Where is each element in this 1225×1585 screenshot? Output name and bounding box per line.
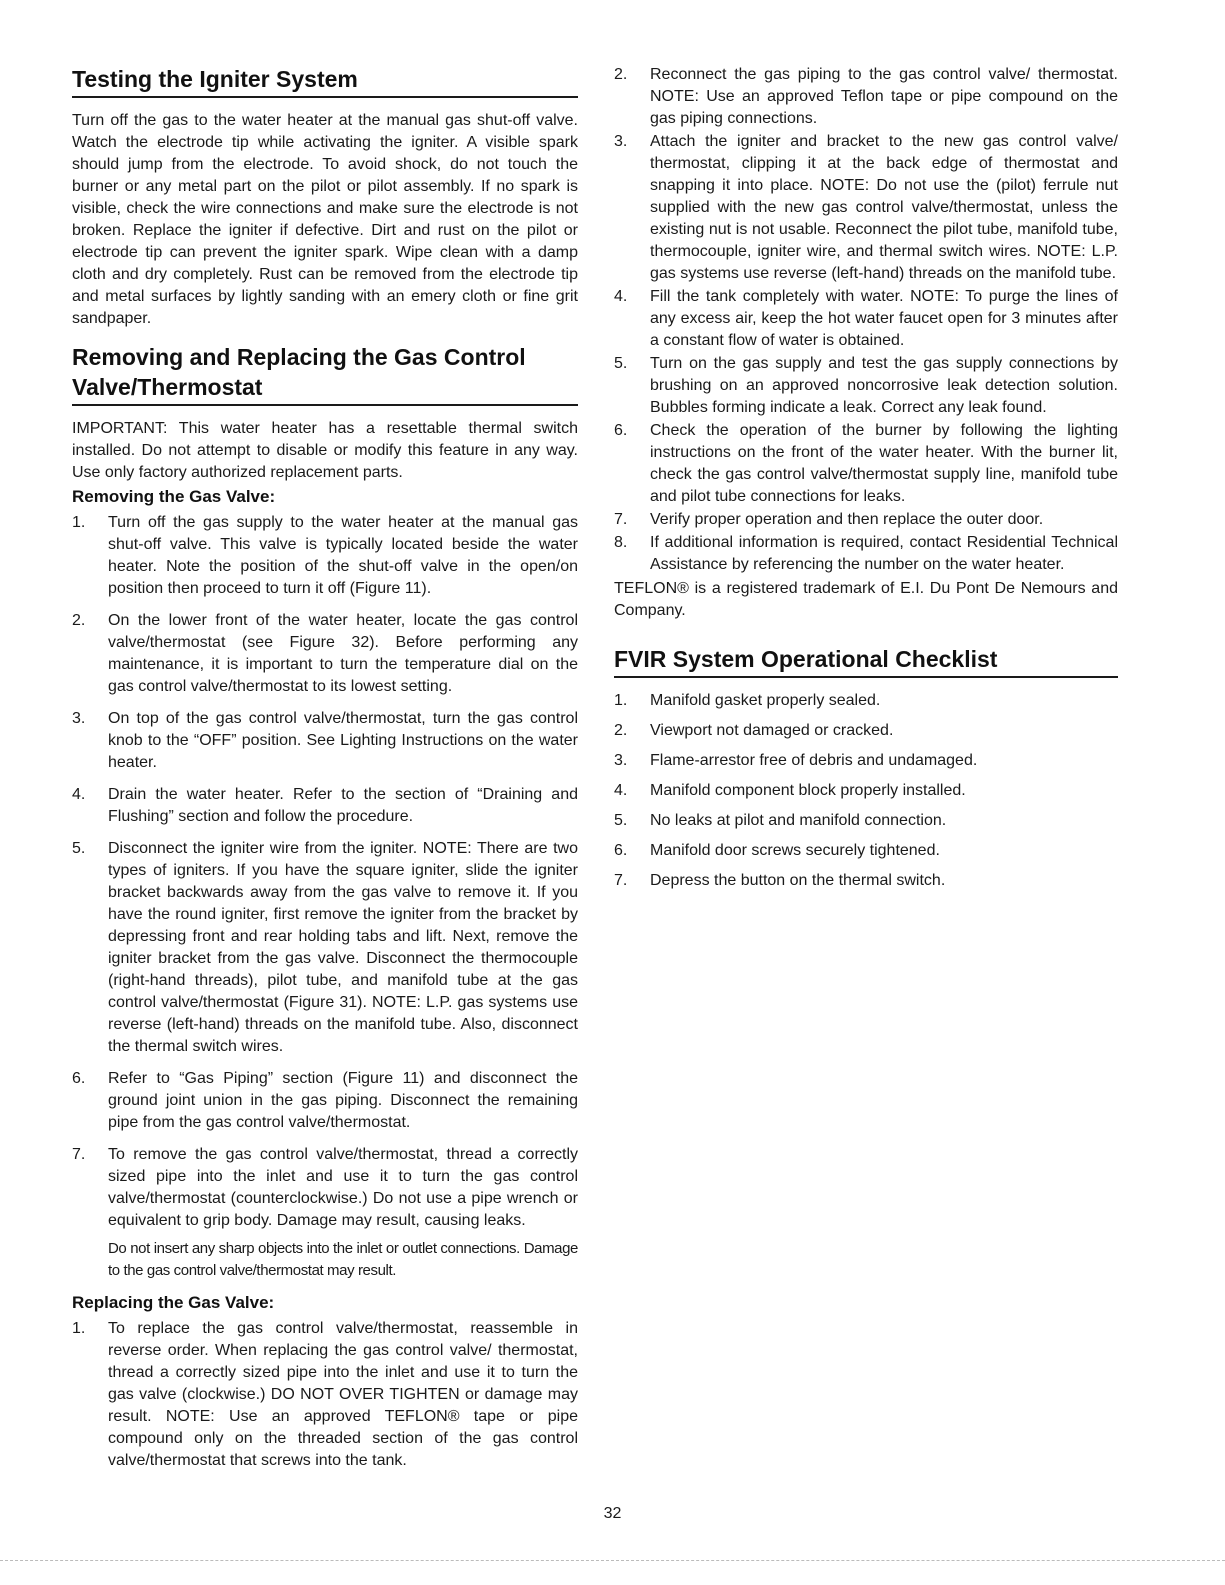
list-item [614, 420, 1118, 508]
page-number: 32 [603, 1505, 622, 1522]
fvir-checklist [614, 690, 1118, 892]
step-text: Flame-arrestor free of debris and undamaged. [650, 752, 978, 769]
list-item [614, 810, 1118, 832]
list-item [614, 870, 1118, 892]
step-text: Turn off the gas supply to the water heater at the manual gas shut-off valve. This valve is typically located beside the water heater. Note the position of the shut-off valve in the open/on position then proceed to turn it off (Figure 11). [108, 514, 578, 597]
step-number: 2. [614, 66, 628, 83]
section-title-testing-igniter: Testing the Igniter System [72, 64, 578, 98]
step-text: Manifold gasket properly sealed. [650, 692, 881, 709]
step-text: If additional information is required, contact Residential Technical Assistance by referencing the number on the water heater. [650, 534, 1118, 573]
list-item [614, 509, 1118, 531]
list-item [614, 353, 1118, 419]
list-item [614, 64, 1118, 130]
step-number: 2. [72, 612, 86, 629]
step-number: 3. [614, 133, 628, 150]
step-text: Disconnect the igniter wire from the igniter. NOTE: There are two types of igniters. If you have the square igniter, slide the igniter bracket backwards away from the gas valve to remove it. If you have the round igniter, first remove the igniter from the bracket by depressing front and rear holding tabs and lift. Next, remove the igniter bracket from the gas valve. Disconnect the thermocouple (right-hand threads), pilot tube, and manifold tube at the gas control valve/thermostat (Figure 31). NOTE: L.P. gas systems use reverse (left-hand) threads on the manifold tube. Also, disconnect the thermal switch wires. [108, 840, 578, 1055]
step-text: Attach the igniter and bracket to the new gas control valve/ thermostat, clipping it at the back edge of thermostat and snapping it into place. NOTE: Do not use the (pilot) ferrule nut supplied with the new gas control valve/thermostat, unless the existing nut is not usable. Reconnect the pilot tube, manifold tube, thermocouple, igniter wire, and thermal switch wires. NOTE: L.P. gas systems use reverse (left-hand) threads on the manifold tube. [650, 133, 1118, 282]
step-number: 4. [72, 786, 86, 803]
important-note: IMPORTANT: This water heater has a resettable thermal switch installed. Do not attempt to disable or modify this feature in any way. Use only factory authorized replacement parts. [72, 420, 578, 481]
removing-steps-list [72, 512, 578, 1232]
step-number: 4. [614, 782, 628, 799]
step-text: Reconnect the gas piping to the gas control valve/ thermostat. NOTE: Use an approved Teflon tape or pipe compound on the gas piping connections. [650, 66, 1118, 127]
list-item [72, 1318, 578, 1472]
step-number: 6. [72, 1070, 86, 1087]
section-title-gas-control-valve: Removing and Replacing the Gas Control Valve/Thermostat [72, 342, 578, 406]
step-number: 6. [614, 842, 628, 859]
step-text: Check the operation of the burner by following the lighting instructions on the front of the water heater. With the burner lit, check the gas control valve/thermostat supply line, manifold tube and pilot tube connections for leaks. [650, 422, 1118, 505]
step-text: To remove the gas control valve/thermostat, thread a correctly sized pipe into the inlet and use it to turn the gas control valve/thermostat (counterclockwise.) Do not use a pipe wrench or equivalent to grip body. Damage may result, causing leaks. [108, 1146, 578, 1229]
subheading-removing-gas-valve: Removing the Gas Valve: [72, 487, 276, 506]
teflon-trademark-note: TEFLON® is a registered trademark of E.I. Du Pont De Nemours and Company. [614, 580, 1118, 619]
step-number: 8. [614, 534, 628, 551]
step-number: 1. [72, 1320, 86, 1337]
list-item [72, 708, 578, 774]
step-number: 1. [72, 514, 86, 531]
step-number: 3. [614, 752, 628, 769]
step-text: Verify proper operation and then replace the outer door. [650, 511, 1044, 528]
step-number: 7. [614, 511, 628, 528]
step-text: On top of the gas control valve/thermostat, turn the gas control knob to the “OFF” position. See Lighting Instructions on the water heater. [108, 710, 578, 771]
list-item [614, 131, 1118, 285]
step-text: No leaks at pilot and manifold connection. [650, 812, 947, 829]
step-number: 7. [614, 872, 628, 889]
list-item [72, 1068, 578, 1134]
step-text: Manifold door screws securely tightened. [650, 842, 940, 859]
list-item [72, 1144, 578, 1232]
list-item [72, 610, 578, 698]
list-item [614, 750, 1118, 772]
step-text: Depress the button on the thermal switch. [650, 872, 946, 889]
step-text: Refer to “Gas Piping” section (Figure 11) and disconnect the ground joint union in the gas piping. Disconnect the remaining pipe from the gas control valve/thermostat. [108, 1070, 578, 1131]
list-item [614, 840, 1118, 862]
step-number: 5. [614, 355, 628, 372]
list-item [72, 838, 578, 1058]
step-text: To replace the gas control valve/thermostat, reassemble in reverse order. When replacing the gas control valve/ thermostat, thread a correctly sized pipe into the inlet and use it to turn the gas valve (clockwise.) DO NOT OVER TIGHTEN or damage may result. NOTE: Use an approved TEFLON® tape or pipe compound only on the threaded section of the gas control valve/thermostat that screws into the tank. [108, 1320, 578, 1469]
step-number: 6. [614, 422, 628, 439]
testing-igniter-body: Turn off the gas to the water heater at the manual gas shut-off valve. Watch the electrode tip while activating the igniter. A visible spark should jump from the electrode. To avoid shock, do not touch the burner or any metal part on the pilot or pilot assembly. If no spark is visible, check the wire connections and make sure the electrode is not broken. Replace the igniter if defective. Dirt and rust on the pilot or electrode tip can prevent the igniter spark. Wipe clean with a damp cloth and dry completely. Rust can be removed from the electrode tip and metal surfaces by lightly sanding with an emery cloth or fine grit sandpaper. [72, 112, 578, 327]
step-number: 7. [72, 1146, 86, 1163]
step-text: Manifold component block properly installed. [650, 782, 966, 799]
replacing-steps-list-right [614, 64, 1118, 576]
step-number: 2. [614, 722, 628, 739]
step-text: Fill the tank completely with water. NOTE: To purge the lines of any excess air, keep the hot water faucet open for 3 minutes after a constant flow of water is obtained. [650, 288, 1118, 349]
replacing-steps-list-left [72, 1318, 578, 1472]
step-text: Turn on the gas supply and test the gas supply connections by brushing on an approved noncorrosive leak detection solution. Bubbles forming indicate a leak. Correct any leak found. [650, 355, 1118, 416]
left-column [72, 64, 578, 1482]
bottom-divider [0, 1560, 1225, 1561]
list-item [614, 286, 1118, 352]
step-number: 4. [614, 288, 628, 305]
right-column [614, 64, 1118, 900]
step-number: 3. [72, 710, 86, 727]
list-item [72, 784, 578, 828]
step-text: Drain the water heater. Refer to the section of “Draining and Flushing” section and follow the procedure. [108, 786, 578, 825]
step-number: 5. [614, 812, 628, 829]
list-item [614, 780, 1118, 802]
subheading-replacing-gas-valve: Replacing the Gas Valve: [72, 1293, 275, 1312]
sharp-objects-warning: Do not insert any sharp objects into the inlet or outlet connections. Damage to the gas control valve/thermostat may result. [108, 1240, 578, 1279]
step-number: 5. [72, 840, 86, 857]
step-number: 1. [614, 692, 628, 709]
step-text: Viewport not damaged or cracked. [650, 722, 894, 739]
list-item [614, 720, 1118, 742]
list-item [614, 690, 1118, 712]
list-item [72, 512, 578, 600]
step-text: On the lower front of the water heater, locate the gas control valve/thermostat (see Figure 32). Before performing any maintenance, it is important to turn the temperature dial on the gas control valve/thermostat to its lowest setting. [108, 612, 578, 695]
section-title-fvir-checklist: FVIR System Operational Checklist [614, 644, 1118, 678]
list-item [614, 532, 1118, 576]
